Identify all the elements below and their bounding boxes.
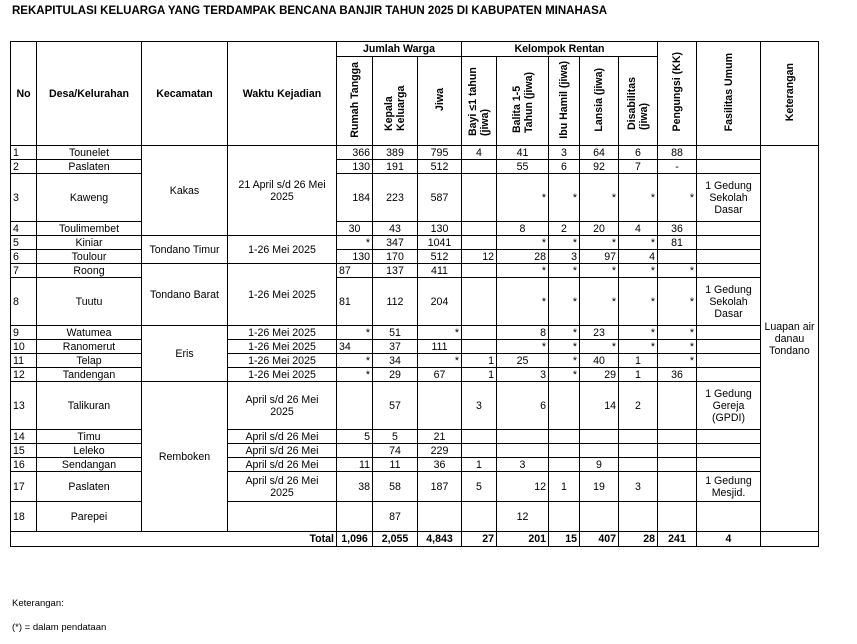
cell-dis: * xyxy=(619,174,658,222)
cell-jiwa: 512 xyxy=(418,250,462,264)
cell-no: 18 xyxy=(11,502,37,532)
cell-fasilitas: 1 Gedung Gereja (GPDI) xyxy=(697,382,761,430)
cell-balita: 55 xyxy=(497,160,549,174)
header-kelompok-rentan: Kelompok Rentan xyxy=(462,42,658,57)
cell-desa: Sendangan xyxy=(37,458,142,472)
cell-balita: * xyxy=(497,264,549,278)
cell-rt xyxy=(337,444,373,458)
cell-waktu: April s/d 26 Mei 2025 xyxy=(228,382,337,430)
total-row xyxy=(11,532,819,547)
cell-rt: * xyxy=(337,368,373,382)
cell-lansia: 14 xyxy=(580,382,619,430)
cell-rt: 87 xyxy=(337,264,373,278)
cell-bayi: 12 xyxy=(462,250,497,264)
cell-dis xyxy=(619,458,658,472)
cell-jiwa: 204 xyxy=(418,278,462,326)
total-jiwa: 4,843 xyxy=(418,532,462,547)
cell-waktu xyxy=(228,502,337,532)
table-row xyxy=(11,368,819,382)
cell-fasilitas xyxy=(697,222,761,236)
cell-no: 9 xyxy=(11,326,37,340)
cell-fasilitas xyxy=(697,264,761,278)
cell-pengungsi: * xyxy=(658,278,697,326)
cell-balita: * xyxy=(497,236,549,250)
table-row xyxy=(11,174,819,222)
cell-pengungsi: - xyxy=(658,160,697,174)
cell-kk: 112 xyxy=(373,278,418,326)
cell-ibu xyxy=(549,444,580,458)
cell-waktu: 1-26 Mei 2025 xyxy=(228,264,337,326)
cell-lansia: 40 xyxy=(580,354,619,368)
cell-balita: 25 xyxy=(497,354,549,368)
cell-waktu: April s/d 26 Mei xyxy=(228,458,337,472)
cell-ibu: * xyxy=(549,368,580,382)
table-row xyxy=(11,146,819,160)
notes-heading: Keterangan: xyxy=(12,598,64,609)
cell-jiwa: 111 xyxy=(418,340,462,354)
total-pengungsi: 241 xyxy=(658,532,697,547)
cell-bayi xyxy=(462,236,497,250)
cell-lansia xyxy=(580,430,619,444)
header-pengungsi: Pengungsi (KK) xyxy=(658,42,697,146)
header-ibu-hamil: Ibu Hamil (jiwa) xyxy=(549,57,580,146)
cell-ibu: 3 xyxy=(549,146,580,160)
cell-desa: Paslaten xyxy=(37,160,142,174)
cell-balita: * xyxy=(497,174,549,222)
cell-dis: 7 xyxy=(619,160,658,174)
cell-waktu: 21 April s/d 26 Mei 2025 xyxy=(228,146,337,236)
cell-rt: * xyxy=(337,236,373,250)
table-row xyxy=(11,340,819,354)
cell-fasilitas: 1 Gedung Sekolah Dasar xyxy=(697,278,761,326)
cell-kk: 57 xyxy=(373,382,418,430)
cell-dis: * xyxy=(619,340,658,354)
cell-fasilitas xyxy=(697,368,761,382)
table-row xyxy=(11,444,819,458)
cell-kecamatan: Remboken xyxy=(142,382,228,532)
cell-lansia: 23 xyxy=(580,326,619,340)
cell-kk: 34 xyxy=(373,354,418,368)
cell-ibu: * xyxy=(549,326,580,340)
cell-jiwa xyxy=(418,502,462,532)
cell-kk: 74 xyxy=(373,444,418,458)
cell-fasilitas xyxy=(697,430,761,444)
cell-balita xyxy=(497,444,549,458)
cell-jiwa: * xyxy=(418,354,462,368)
cell-bayi xyxy=(462,502,497,532)
cell-rt: 11 xyxy=(337,458,373,472)
cell-no: 3 xyxy=(11,174,37,222)
cell-pengungsi xyxy=(658,382,697,430)
cell-lansia xyxy=(580,502,619,532)
cell-desa: Paslaten xyxy=(37,472,142,502)
cell-jiwa: 229 xyxy=(418,444,462,458)
cell-pengungsi xyxy=(658,458,697,472)
cell-balita: 3 xyxy=(497,368,549,382)
cell-ibu: * xyxy=(549,340,580,354)
cell-bayi xyxy=(462,444,497,458)
table-row xyxy=(11,278,819,326)
cell-desa: Watumea xyxy=(37,326,142,340)
page-title: REKAPITULASI KELUARGA YANG TERDAMPAK BENCANA BANJIR TAHUN 2025 DI KABUPATEN MINAHASA xyxy=(12,5,608,17)
cell-kk: 43 xyxy=(373,222,418,236)
cell-desa: Parepei xyxy=(37,502,142,532)
cell-lansia: * xyxy=(580,236,619,250)
cell-desa: Kiniar xyxy=(37,236,142,250)
cell-no: 14 xyxy=(11,430,37,444)
header-no: No xyxy=(11,42,37,146)
cell-bayi xyxy=(462,160,497,174)
cell-balita: 3 xyxy=(497,458,549,472)
cell-dis: 4 xyxy=(619,222,658,236)
cell-lansia xyxy=(580,444,619,458)
cell-balita: 8 xyxy=(497,222,549,236)
cell-desa: Toulour xyxy=(37,250,142,264)
cell-no: 13 xyxy=(11,382,37,430)
table-row xyxy=(11,354,819,368)
table-row xyxy=(11,222,819,236)
table-row xyxy=(11,250,819,264)
cell-jiwa: 411 xyxy=(418,264,462,278)
total-balita: 201 xyxy=(497,532,549,547)
cell-desa: Ranomerut xyxy=(37,340,142,354)
cell-desa: Leleko xyxy=(37,444,142,458)
cell-ibu: * xyxy=(549,236,580,250)
cell-bayi: 5 xyxy=(462,472,497,502)
cell-dis: * xyxy=(619,264,658,278)
cell-bayi xyxy=(462,174,497,222)
cell-desa: Talikuran xyxy=(37,382,142,430)
cell-no: 5 xyxy=(11,236,37,250)
recap-table xyxy=(10,41,819,547)
cell-fasilitas xyxy=(697,236,761,250)
total-lansia: 407 xyxy=(580,532,619,547)
cell-desa: Tounelet xyxy=(37,146,142,160)
cell-bayi xyxy=(462,430,497,444)
header-kepala-keluarga: Kepala Keluarga xyxy=(373,57,418,146)
cell-lansia: 29 xyxy=(580,368,619,382)
cell-jiwa: 67 xyxy=(418,368,462,382)
cell-fasilitas xyxy=(697,326,761,340)
cell-no: 12 xyxy=(11,368,37,382)
table-row xyxy=(11,458,819,472)
cell-no: 4 xyxy=(11,222,37,236)
total-fasilitas: 4 xyxy=(697,532,761,547)
cell-keterangan: Luapan air danau Tondano xyxy=(761,146,819,532)
cell-dis xyxy=(619,430,658,444)
cell-desa: Timu xyxy=(37,430,142,444)
cell-desa: Roong xyxy=(37,264,142,278)
cell-waktu: April s/d 26 Mei xyxy=(228,444,337,458)
cell-ibu: * xyxy=(549,278,580,326)
cell-rt: 184 xyxy=(337,174,373,222)
cell-jiwa: 187 xyxy=(418,472,462,502)
cell-fasilitas xyxy=(697,146,761,160)
cell-kecamatan: Tondano Barat xyxy=(142,264,228,326)
table-row xyxy=(11,326,819,340)
cell-pengungsi: 36 xyxy=(658,368,697,382)
total-label: Total xyxy=(11,532,337,547)
cell-no: 15 xyxy=(11,444,37,458)
cell-pengungsi: 36 xyxy=(658,222,697,236)
table-row xyxy=(11,430,819,444)
cell-rt: * xyxy=(337,326,373,340)
cell-kk: 37 xyxy=(373,340,418,354)
cell-ibu: 3 xyxy=(549,250,580,264)
cell-kk: 58 xyxy=(373,472,418,502)
header-rumah-tangga: Rumah Tangga xyxy=(337,57,373,146)
cell-waktu: 1-26 Mei 2025 xyxy=(228,354,337,368)
cell-lansia: * xyxy=(580,174,619,222)
cell-no: 16 xyxy=(11,458,37,472)
cell-bayi xyxy=(462,326,497,340)
cell-lansia: * xyxy=(580,278,619,326)
cell-ibu: * xyxy=(549,264,580,278)
table-row xyxy=(11,502,819,532)
cell-fasilitas: 1 Gedung Mesjid. xyxy=(697,472,761,502)
cell-desa: Tandengan xyxy=(37,368,142,382)
cell-waktu: April s/d 26 Mei xyxy=(228,430,337,444)
cell-bayi: 1 xyxy=(462,458,497,472)
cell-bayi xyxy=(462,264,497,278)
table-row xyxy=(11,264,819,278)
cell-dis: 1 xyxy=(619,354,658,368)
header-jumlah-warga: Jumlah Warga xyxy=(337,42,462,57)
cell-balita: 12 xyxy=(497,502,549,532)
cell-jiwa: 36 xyxy=(418,458,462,472)
cell-dis: * xyxy=(619,236,658,250)
cell-fasilitas: 1 Gedung Sekolah Dasar xyxy=(697,174,761,222)
cell-lansia: * xyxy=(580,340,619,354)
cell-fasilitas xyxy=(697,458,761,472)
table-row xyxy=(11,472,819,502)
header-disabilitas: Disabilitas (jiwa) xyxy=(619,57,658,146)
cell-jiwa: 21 xyxy=(418,430,462,444)
cell-jiwa: 795 xyxy=(418,146,462,160)
cell-pengungsi: 81 xyxy=(658,236,697,250)
cell-pengungsi: * xyxy=(658,264,697,278)
cell-fasilitas xyxy=(697,250,761,264)
cell-no: 2 xyxy=(11,160,37,174)
table-body xyxy=(11,146,819,547)
cell-pengungsi: 88 xyxy=(658,146,697,160)
cell-fasilitas xyxy=(697,354,761,368)
cell-jiwa: 512 xyxy=(418,160,462,174)
cell-ibu: 6 xyxy=(549,160,580,174)
cell-kk: 170 xyxy=(373,250,418,264)
cell-balita: * xyxy=(497,278,549,326)
cell-ibu xyxy=(549,458,580,472)
cell-dis: * xyxy=(619,278,658,326)
cell-balita: 8 xyxy=(497,326,549,340)
cell-pengungsi xyxy=(658,430,697,444)
cell-balita xyxy=(497,430,549,444)
cell-balita: 12 xyxy=(497,472,549,502)
cell-dis xyxy=(619,444,658,458)
cell-pengungsi: * xyxy=(658,340,697,354)
cell-lansia: 64 xyxy=(580,146,619,160)
total-bayi: 27 xyxy=(462,532,497,547)
cell-kecamatan: Tondano Timur xyxy=(142,236,228,264)
cell-rt: 34 xyxy=(337,340,373,354)
cell-pengungsi xyxy=(658,472,697,502)
cell-waktu: 1-26 Mei 2025 xyxy=(228,236,337,264)
cell-pengungsi xyxy=(658,502,697,532)
cell-balita: 41 xyxy=(497,146,549,160)
cell-fasilitas xyxy=(697,502,761,532)
header-balita: Balita 1-5 Tahun (jiwa) xyxy=(497,57,549,146)
cell-balita: 28 xyxy=(497,250,549,264)
cell-kk: 223 xyxy=(373,174,418,222)
cell-dis: * xyxy=(619,326,658,340)
cell-desa: Toulimembet xyxy=(37,222,142,236)
cell-no: 7 xyxy=(11,264,37,278)
header-jiwa: Jiwa xyxy=(418,57,462,146)
header-keterangan: Keterangan xyxy=(761,42,819,146)
cell-ibu: 1 xyxy=(549,472,580,502)
cell-rt: 366 xyxy=(337,146,373,160)
cell-bayi xyxy=(462,222,497,236)
cell-fasilitas xyxy=(697,160,761,174)
table-row xyxy=(11,236,819,250)
header-waktu: Waktu Kejadian xyxy=(228,42,337,146)
header-fasilitas: Fasilitas Umum xyxy=(697,42,761,146)
cell-kk: 11 xyxy=(373,458,418,472)
cell-kecamatan: Kakas xyxy=(142,146,228,236)
cell-lansia: 97 xyxy=(580,250,619,264)
cell-pengungsi: * xyxy=(658,326,697,340)
cell-lansia: 92 xyxy=(580,160,619,174)
cell-bayi xyxy=(462,278,497,326)
cell-dis xyxy=(619,502,658,532)
cell-kecamatan: Eris xyxy=(142,326,228,382)
cell-pengungsi: * xyxy=(658,174,697,222)
cell-bayi xyxy=(462,340,497,354)
cell-jiwa: 1041 xyxy=(418,236,462,250)
table-row xyxy=(11,160,819,174)
cell-kk: 5 xyxy=(373,430,418,444)
cell-no: 8 xyxy=(11,278,37,326)
cell-no: 11 xyxy=(11,354,37,368)
cell-no: 6 xyxy=(11,250,37,264)
cell-ibu: 2 xyxy=(549,222,580,236)
cell-jiwa: 130 xyxy=(418,222,462,236)
cell-rt: 130 xyxy=(337,250,373,264)
cell-kk: 87 xyxy=(373,502,418,532)
cell-rt xyxy=(337,502,373,532)
cell-kk: 389 xyxy=(373,146,418,160)
cell-kk: 191 xyxy=(373,160,418,174)
cell-no: 17 xyxy=(11,472,37,502)
cell-waktu: 1-26 Mei 2025 xyxy=(228,368,337,382)
cell-ibu: * xyxy=(549,354,580,368)
cell-no: 10 xyxy=(11,340,37,354)
cell-pengungsi xyxy=(658,444,697,458)
header-desa: Desa/Kelurahan xyxy=(37,42,142,146)
cell-kk: 51 xyxy=(373,326,418,340)
cell-waktu: 1-26 Mei 2025 xyxy=(228,340,337,354)
cell-waktu: April s/d 26 Mei 2025 xyxy=(228,472,337,502)
cell-jiwa xyxy=(418,382,462,430)
total-rt: 1,096 xyxy=(337,532,373,547)
cell-no: 1 xyxy=(11,146,37,160)
cell-waktu: 1-26 Mei 2025 xyxy=(228,326,337,340)
cell-pengungsi xyxy=(658,250,697,264)
total-kk: 2,055 xyxy=(373,532,418,547)
cell-rt: * xyxy=(337,354,373,368)
cell-lansia: 9 xyxy=(580,458,619,472)
cell-lansia: 20 xyxy=(580,222,619,236)
cell-jiwa: * xyxy=(418,326,462,340)
cell-pengungsi: * xyxy=(658,354,697,368)
notes-star: (*) = dalam pendataan xyxy=(12,622,107,633)
cell-balita: 6 xyxy=(497,382,549,430)
header-lansia: Lansia (jiwa) xyxy=(580,57,619,146)
cell-lansia: 19 xyxy=(580,472,619,502)
cell-bayi: 1 xyxy=(462,354,497,368)
cell-kk: 29 xyxy=(373,368,418,382)
cell-rt xyxy=(337,382,373,430)
cell-desa: Telap xyxy=(37,354,142,368)
cell-ibu xyxy=(549,430,580,444)
cell-fasilitas xyxy=(697,340,761,354)
cell-dis: 2 xyxy=(619,382,658,430)
cell-jiwa: 587 xyxy=(418,174,462,222)
cell-bayi: 3 xyxy=(462,382,497,430)
cell-rt: 38 xyxy=(337,472,373,502)
cell-lansia: * xyxy=(580,264,619,278)
cell-kk: 137 xyxy=(373,264,418,278)
cell-dis: 4 xyxy=(619,250,658,264)
cell-kk: 347 xyxy=(373,236,418,250)
cell-rt: 130 xyxy=(337,160,373,174)
cell-dis: 1 xyxy=(619,368,658,382)
cell-fasilitas xyxy=(697,444,761,458)
total-ibu: 15 xyxy=(549,532,580,547)
table-row xyxy=(11,382,819,430)
cell-balita: * xyxy=(497,340,549,354)
cell-desa: Tuutu xyxy=(37,278,142,326)
header-kecamatan: Kecamatan xyxy=(142,42,228,146)
cell-desa: Kaweng xyxy=(37,174,142,222)
cell-bayi: 4 xyxy=(462,146,497,160)
cell-ibu xyxy=(549,382,580,430)
cell-rt: 5 xyxy=(337,430,373,444)
total-dis: 28 xyxy=(619,532,658,547)
cell-dis: 6 xyxy=(619,146,658,160)
cell-rt: 30 xyxy=(337,222,373,236)
cell-dis: 3 xyxy=(619,472,658,502)
header-bayi: Bayi ≤1 tahun (jiwa) xyxy=(462,57,497,146)
cell-ibu xyxy=(549,502,580,532)
total-keterangan xyxy=(761,532,819,547)
cell-rt: 81 xyxy=(337,278,373,326)
cell-bayi: 1 xyxy=(462,368,497,382)
cell-ibu: * xyxy=(549,174,580,222)
